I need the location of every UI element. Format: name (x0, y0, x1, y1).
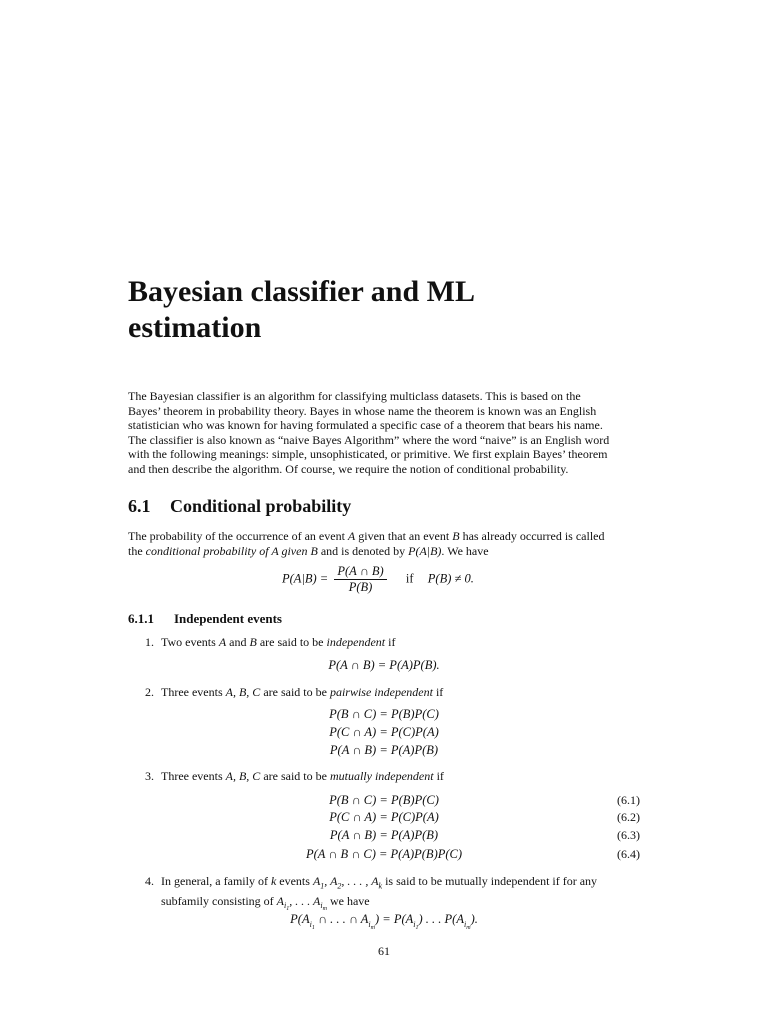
page-number: 61 (378, 944, 390, 958)
equation: P(A ∩ B) = P(A)P(B) (329, 828, 439, 842)
equation: P(B ∩ C) = P(B)P(C) (329, 793, 439, 807)
item-text: we have (326, 893, 370, 908)
item-text: subfamily consisting of (161, 893, 277, 908)
math-var: A (271, 543, 279, 558)
chapter-title (128, 274, 648, 346)
item-text: if (433, 769, 444, 783)
emphasis-text: conditional probability of (145, 543, 272, 558)
subsection-number: 6.1.1 (128, 611, 154, 626)
item-text: is said to be mutually independent if for any (382, 874, 598, 888)
section-number: 6.1 (128, 496, 151, 516)
math-var: A (218, 635, 227, 649)
chapter-title-line-1: Bayesian classifier and ML (128, 275, 475, 308)
para-text: . We have (441, 543, 489, 558)
equation-number: (6.4) (617, 847, 640, 861)
item-text: and (226, 635, 250, 649)
emphasis-text: pairwise independent (329, 685, 433, 699)
math-expression: P(A|B) (408, 543, 442, 558)
section-title: Conditional probability (170, 496, 352, 516)
equation-number: (6.1) (617, 793, 640, 807)
item-text: Three events (161, 685, 226, 699)
para-text: The probability of the occurrence of an event (128, 529, 348, 543)
item-text: if (432, 685, 444, 699)
item-text: Three events (161, 769, 226, 783)
list-item-number: 1. (145, 635, 154, 649)
intro-paragraph (128, 389, 640, 477)
fraction-numerator: P(A ∩ B) (334, 564, 386, 580)
equation-number: (6.3) (617, 828, 640, 842)
list-item-number: 3. (145, 769, 154, 783)
item-text: are said to be (260, 769, 330, 783)
math-subfamily: $A_{i_1}$, . . . $A_{i_m}$ (276, 893, 327, 913)
conditional-probability-paragraph (128, 529, 640, 558)
general-independence-equation: $P(A_{i_1}$ ∩ . . . ∩ $A_{i_m}) = P(A_{i_1})$ . . . $P(A_{i_m})$. (290, 912, 478, 931)
math-var: A, B, C (225, 769, 261, 783)
math-var: A (347, 529, 356, 543)
list-item (145, 635, 640, 650)
intro-line: Bayes’ theorem in probability theory. Bayes in whose name the theorem is known was an English (128, 403, 597, 418)
section-heading (128, 496, 351, 517)
intro-line: statistician who was known for having formulated a specific case of a theorem that bears his name. (128, 418, 603, 433)
item-text: Two events (161, 635, 219, 649)
equation: P(A ∩ B) = P(A)P(B). (328, 658, 440, 672)
para-text: the (128, 543, 146, 558)
item-text: if (385, 635, 396, 649)
formula-lhs: P(A|B) = (282, 571, 329, 586)
math-var: B (249, 635, 257, 649)
fraction (334, 564, 386, 595)
intro-line: The Bayesian classifier is an algorithm for classifying multiclass datasets. This is based on the (128, 389, 581, 403)
conditional-probability-formula (282, 564, 474, 595)
subsection-title: Independent events (174, 611, 282, 626)
subsection-heading (128, 611, 282, 627)
equation: P(C ∩ A) = P(C)P(A) (329, 725, 439, 739)
emphasis-text: given (278, 543, 311, 558)
item-text: events (276, 874, 313, 888)
intro-line: and then describe the algorithm. Of course, we require the notion of conditional probability. (128, 461, 569, 476)
intro-line: The classifier is also known as “naive Bayes Algorithm” where the word “naive” is an English word (128, 432, 610, 447)
para-text: given that an event (355, 529, 453, 543)
chapter-title-line-2: estimation (128, 311, 262, 344)
equation: P(B ∩ C) = P(B)P(C) (329, 707, 439, 721)
fraction-denominator: P(B) (348, 580, 373, 594)
formula-condition: P(B) ≠ 0. (427, 571, 474, 586)
math-var: B (452, 529, 460, 543)
para-text: has already occurred is called (459, 529, 605, 543)
item-text: In general, a family of (161, 874, 271, 888)
formula-condition-word: if (405, 571, 414, 586)
equation: P(A ∩ B ∩ C) = P(A)P(B)P(C) (305, 847, 463, 861)
equation: P(A ∩ B) = P(A)P(B) (329, 743, 439, 757)
math-family: $A_1$, $A_2$, . . . , $A_k$ (312, 874, 383, 891)
para-text: and is denoted by (317, 543, 409, 558)
intro-line: with the following meanings: simple, unsophisticated, or primitive. We first explain Bayes’ theorem (128, 447, 608, 462)
math-var: A, B, C (225, 685, 261, 699)
equation-number: (6.2) (617, 810, 640, 824)
math-var: k (270, 874, 277, 888)
emphasis-text: independent (326, 635, 386, 649)
item-text: are said to be (260, 685, 330, 699)
list-item-number: 2. (145, 685, 154, 699)
item-text: are said to be (256, 635, 327, 649)
list-item-number: 4. (145, 874, 154, 888)
list-item (145, 769, 640, 784)
emphasis-text: mutually independent (329, 769, 434, 783)
equation: P(C ∩ A) = P(C)P(A) (329, 810, 439, 824)
math-var: B (310, 543, 318, 558)
list-item (145, 685, 640, 700)
